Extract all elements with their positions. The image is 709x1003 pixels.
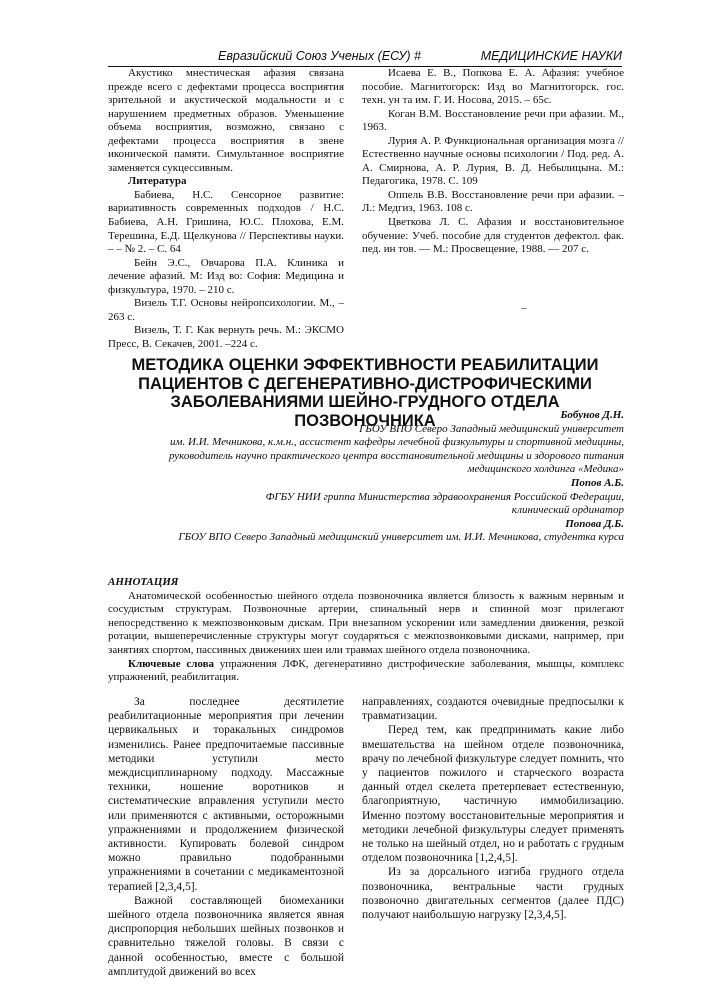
abstract-text: Анатомической особенностью шейного отдела позвоночника является близость к важным нервным и сосудистым структурам. Позвоночные артерии, спинальный нерв и спинной мозг прилегают непосредственно к межпозвонковым дискам. При внезапном ускорении или замедлении движения, резкой ротации, вышеперечисленные структуры могут соударяться с межпозвонковыми дисками, например, при занятиях спортом, пассивных движениях шеи или травмах шейного отдела позвоночника. xyxy=(108,589,624,656)
reference-item: Визель Т.Г. Основы нейропсихологии. М., – 263 с. xyxy=(108,297,344,323)
body-paragraph: Важной составляющей биомеханики шейного отдела позвоночника является явная диспропорция небольших шейных позвонков и сравнительно тяжелой головы. В связи с данной особенностью, вместе с большой амплитудой движений во всех xyxy=(108,894,344,978)
author-affiliation: ФГБУ НИИ гриппа Министерства здравоохранения Российской Федерации, xyxy=(265,490,624,503)
author-block xyxy=(108,409,624,545)
author-affiliation: клинический ординатор xyxy=(511,504,624,517)
prev-article-paragraph: Акустико мнестическая афазия связана прежде всего с дефектами процесса восприятия зрительной и акустической модальности и с нарушением предметных образов. Уменьшение объема восприятия, возможно, связано с дефектами процесса восприятия в звене иконической памяти. Симультанное восприятие заменяется сукцессивным. xyxy=(108,67,344,174)
author-affiliation: ГБОУ ВПО Северо Западный медицинский университет им. И.И. Мечникова, студентка курса xyxy=(178,531,624,544)
author-affiliation: им. И.И. Мечникова, к.м.н., ассистент кафедры лечебной физкультуры и спортивной медицины, xyxy=(170,436,624,449)
literature-heading: Литература xyxy=(128,175,187,188)
keywords-text: упражнения ЛФК, дегенеративно дистрофические заболевания, мышцы, комплекс упражнений, реабилитация. xyxy=(108,657,624,684)
reference-item: Бабиева, Н.С. Сенсорное развитие: вариативность современных подходов / Н.С. Бабиева, А.Н. Гришина, Ю.С. Плохова, Е.М. Терешина, Е.Д. Щелкунова // Перспективы науки. – – № 2. – С. 64 xyxy=(108,188,344,256)
author-affiliation: руководитель научно практического центра восстановительной медицины и здорового питания xyxy=(168,449,624,462)
title-line: МЕТОДИКА ОЦЕНКИ ЭФФЕКТИВНОСТИ РЕАБИЛИТАЦИИ xyxy=(131,356,599,374)
reference-item: Коган В.М. Восстановление речи при афазии. М., 1963. xyxy=(362,107,624,134)
reference-item: Оппель В.В. Восстановление речи при афазии. – Л.: Медгиз, 1963. 108 с. xyxy=(362,188,624,215)
author-affiliation: медицинского холдинга «Медика» xyxy=(467,463,624,476)
reference-item: Цветкова Л. С. Афазия и восстановительное обучение: Учеб. пособие для студентов дефектол. фак. пед. ин тов. — М.: Просвещение, 1988. — 207 с. xyxy=(362,216,624,256)
body-paragraph: За последнее десятилетие реабилитационные мероприятия при лечении цервикальных и торакальных синдромов изменились. Ранее предпочитаемые пассивные методики уступили место междисциплинарному подходу. Массажные техники, ношение воротников и систематические вправления уступили место или применяются с активными, осторожными упражнениями и продолжением физической активности. Купировать болевой синдром можно правильно подобранными упражнениями в сочетании с медикаментозной терапией [2,3,4,5]. xyxy=(108,696,344,893)
body-paragraph: Перед тем, как предпринимать какие либо вмешательства на шейном отделе позвоночника, врачу по лечебной физкультуре следует помнить, что у пациентов пожилого и старческого возраста данный отдел скелета претерпевает естественную, благоприятную, частичную иммобилизацию. Именно поэтому восстановительные мероприятия и методики лечебной физкультуры следует применять не только на шейный отдел, но и работать с грудным отделом позвоночника [1,2,4,5]. xyxy=(362,724,624,865)
reference-item: Исаева Е. В., Попкова Е. А. Афазия: учебное пособие. Магнитогорск: Изд во Магнитогорск. гос. техн. ун та им. Г. И. Носова, 2015. – 65с. xyxy=(362,67,624,107)
body-paragraph: Из за дорсального изгиба грудного отдела позвоночника, вентральные части грудных позвоночно двигательных сегментов (далее ПДС) получают наибольшую нагрузку [2,3,4,5]. xyxy=(362,866,624,922)
body-right-column xyxy=(362,695,624,922)
abstract-heading: АННОТАЦИЯ xyxy=(108,576,179,588)
journal-name: Евразийский Союз Ученых (ЕСУ) # xyxy=(218,49,422,63)
section-name: МЕДИЦИНСКИЕ НАУКИ xyxy=(480,49,622,63)
reference-item: Бейн Э.С., Овчарова П.А. Клиника и лечение афазий. М: Изд во: София: Медицина и физкультура, 1970. – 210 с. xyxy=(108,256,344,296)
running-header xyxy=(108,48,622,67)
author-name: Бобунов Д.Н. xyxy=(560,409,624,421)
keywords-label: Ключевые слова xyxy=(128,657,215,670)
title-line: ЗАБОЛЕВАНИЯМИ ШЕЙНО-ГРУДНОГО ОТДЕЛА ПОЗВОНОЧНИКА xyxy=(170,393,560,430)
body-paragraph: направлениях, создаются очевидные предпосылки к травматизации. xyxy=(362,696,624,723)
prev-article-left-column xyxy=(108,67,344,351)
body-left-column xyxy=(108,695,344,979)
reference-item: Визель, Т. Г. Как вернуть речь. М.: ЭКСМО Пресс, В. Секачев, 2001. –224 с. xyxy=(108,324,344,350)
prev-article-right-column xyxy=(362,67,624,257)
reference-item: Лурия А. Р. Функциональная организация мозга // Естественно научные основы психологии / Под. ред. А. А. Смирнова, А. Р. Лурия, В. Д. Небылицына. М.: Педагогика, 1978. С. 109 xyxy=(362,134,624,188)
author-affiliation: ГБОУ ВПО Северо Западный медицинский университет xyxy=(359,422,624,435)
title-line: ПАЦИЕНТОВ С ДЕГЕНЕРАТИВНО-ДИСТРОФИЧЕСКИМИ xyxy=(138,374,592,393)
author-name: Попов А.Б. xyxy=(570,476,624,489)
abstract-section xyxy=(108,576,624,685)
separator-dash: – xyxy=(521,302,527,314)
author-name: Попова Д.Б. xyxy=(565,517,624,530)
